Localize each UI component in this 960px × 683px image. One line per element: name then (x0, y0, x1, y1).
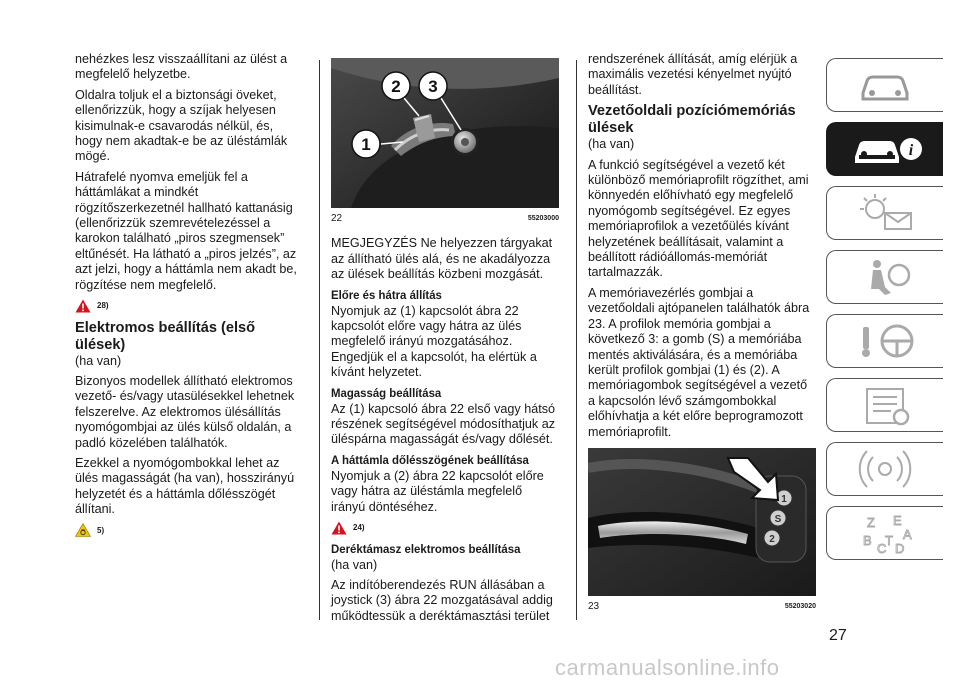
column-3 (588, 52, 816, 614)
subsection-heading: Előre és hátra állítás (331, 287, 442, 302)
callout-label: 2 (391, 77, 401, 96)
index-letter: E (893, 513, 902, 528)
figure-seat-controls (331, 58, 559, 208)
memory-button-label: 2 (769, 533, 775, 545)
paragraph: Az indítóberendezés RUN állásában a joystick (3) ábra 22 mozgatásával addig működtessük a deréktámasztási terület (331, 577, 553, 623)
paragraph: A funkció segítségével a vezető két különböző memóriaprofilt rögzíthet, ami könnyedén előhívható egy megfelelő nyomógomb segítségével. Ez egyes memóriaprofilok a vezetőülés kívánt helyzetének beállításait, valamint a beállított rádióállomás-memóriát tartalmazzák. (588, 157, 809, 280)
subsection-heading: Deréktámasz elektromos beállítása (331, 541, 521, 556)
steering-wheel-icon (845, 319, 925, 363)
memory-button-label: S (774, 513, 782, 525)
index-letter: D (895, 541, 905, 555)
page-number: 27 (829, 627, 847, 644)
warning-triangle-icon (75, 299, 91, 313)
note: MEGJEGYZÉS Ne helyezzen tárgyakat az állítható ülés alá, és ne akadályozza az ülések beállítás közbeni mozgását. (331, 236, 553, 282)
airbag-icon (845, 255, 925, 299)
section-subtitle: (ha van) (588, 137, 635, 152)
figure-code: 55203000 (527, 215, 559, 222)
paragraph: Oldalra toljuk el a biztonsági öveket, ellenőrizzük, hogy a szíjak helyesen kisimulnak-e csavarodás nélkül, és, hogy nem akadtak-e be az üléstámlák mögé. (75, 87, 288, 164)
caution-triangle-icon (75, 523, 91, 537)
figure-memory-buttons (588, 448, 816, 596)
index-letter: T (885, 533, 893, 548)
tab-index[interactable] (826, 506, 943, 560)
figure-code: 55203020 (784, 602, 816, 610)
paragraph: A memóriavezérlés gombjai a vezetőoldali ajtópanelen találhatók ábra 23. A profilok memória gombjai a következő 3: a gomb (S) a memóriába mentés aktiválására, és a memóriába került profilok gombjai (1) és (2). A memóriagombok segítségével a vezető a kapcsolón lévő számgombokkal előhívhatja a két előre beprogramozott memóriaprofilt. (588, 285, 810, 439)
tab-car[interactable] (826, 58, 943, 112)
paragraph: Az (1) kapcsoló ábra 22 első vagy hátsó részének segítségével módosíthatjuk az üléspárna magasságát és/vagy dőlését. (331, 401, 556, 447)
warning-number: 24) (353, 523, 365, 533)
paragraph: rendszerének állítását, amíg elérjük a maximális vezetési kényelmet nyújtó beállítást. (588, 52, 798, 97)
warning-triangle-icon (331, 521, 347, 535)
callout-label: 3 (428, 77, 438, 96)
paragraph: nehézkes lesz visszaállítani az ülést a megfelelő helyzetbe. (75, 52, 288, 82)
warning-reference[interactable] (331, 520, 559, 535)
paragraph: Bizonyos modellek állítható elektromos vezető- és/vagy utasülésekkel lehetnek felszerelve. Az elektromos ülésállítás nyomógombjai az ülés külső oldalán, a padló közelében találhatók. (75, 373, 295, 450)
tab-service[interactable] (826, 378, 943, 432)
multimedia-icon (845, 447, 925, 491)
index-letter: B (863, 533, 872, 548)
callout-label: 1 (361, 135, 371, 154)
tab-multimedia[interactable] (826, 442, 943, 496)
tab-airbag[interactable] (826, 250, 943, 304)
memory-buttons-illustration (588, 448, 816, 596)
paragraph: Ezekkel a nyomógombokkal lehet az ülés magasságát (ha van), hosszirányú helyzetét és a háttámla dőlésszögét állítani. (75, 455, 295, 517)
svg-text:i: i (908, 142, 914, 159)
warning-lights-icon (845, 191, 925, 235)
watermark: carmanualsonline.info (555, 655, 780, 680)
column-divider (576, 60, 577, 620)
column-divider (319, 60, 320, 620)
column-1 (75, 52, 303, 544)
section-heading: Elektromos beállítás (első ülések) (75, 319, 256, 353)
figure-number: 23 (588, 600, 600, 612)
figure-caption (331, 211, 559, 226)
figure-number: 22 (331, 213, 343, 224)
tab-warning-lights[interactable] (826, 186, 943, 240)
index-letter: Z (867, 515, 875, 530)
memory-button-label: 1 (781, 493, 787, 505)
caution-number: 5) (97, 525, 105, 535)
index-letter: C (877, 541, 887, 555)
figure-caption (588, 599, 816, 614)
car-info-icon (845, 127, 925, 171)
seat-controls-illustration (331, 58, 559, 208)
tab-car-info[interactable] (826, 122, 943, 176)
tab-steering[interactable] (826, 314, 943, 368)
subsection-subtitle: (ha van) (331, 557, 378, 572)
subsection-heading: Magasság beállítása (331, 385, 442, 400)
subsection-heading: A háttámla dőlésszögének beállítása (331, 452, 529, 467)
car-icon (845, 63, 925, 107)
index-letter: A (903, 527, 912, 542)
chapter-tabs (826, 58, 944, 570)
index-letters-icon (845, 511, 925, 555)
warning-number: 28) (97, 301, 109, 311)
paragraph: Nyomjuk a (2) ábra 22 kapcsolót előre vagy hátra az üléstámla megfelelő irányú döntéséhez. (331, 468, 544, 514)
section-heading: Vezetőoldali pozíciómemóriás ülések (588, 103, 796, 137)
section-subtitle: (ha van) (75, 353, 122, 368)
service-icon (845, 383, 925, 427)
paragraph: Nyomjuk az (1) kapcsolót ábra 22 kapcsolót előre vagy hátra az ülés megfelelő irányú mozgatásához. Engedjük el a kapcsolót, ha elértük a kívánt helyzetet. (331, 303, 537, 380)
caution-reference[interactable] (75, 523, 303, 538)
paragraph: Hátrafelé nyomva emeljük fel a háttámlákat a mindkét rögzítőszerkezetnél hallható kattanásig (ellenőrizzük szemrevételezéssel a karokon található „piros szegmensek” eltűnését. Ha látható a „piros jelzés”, az azt jelzi, hogy a háttámla nem akadt be, rögzítése nem megfelelő. (75, 169, 297, 292)
column-2 (331, 58, 559, 629)
warning-reference[interactable] (75, 298, 303, 313)
